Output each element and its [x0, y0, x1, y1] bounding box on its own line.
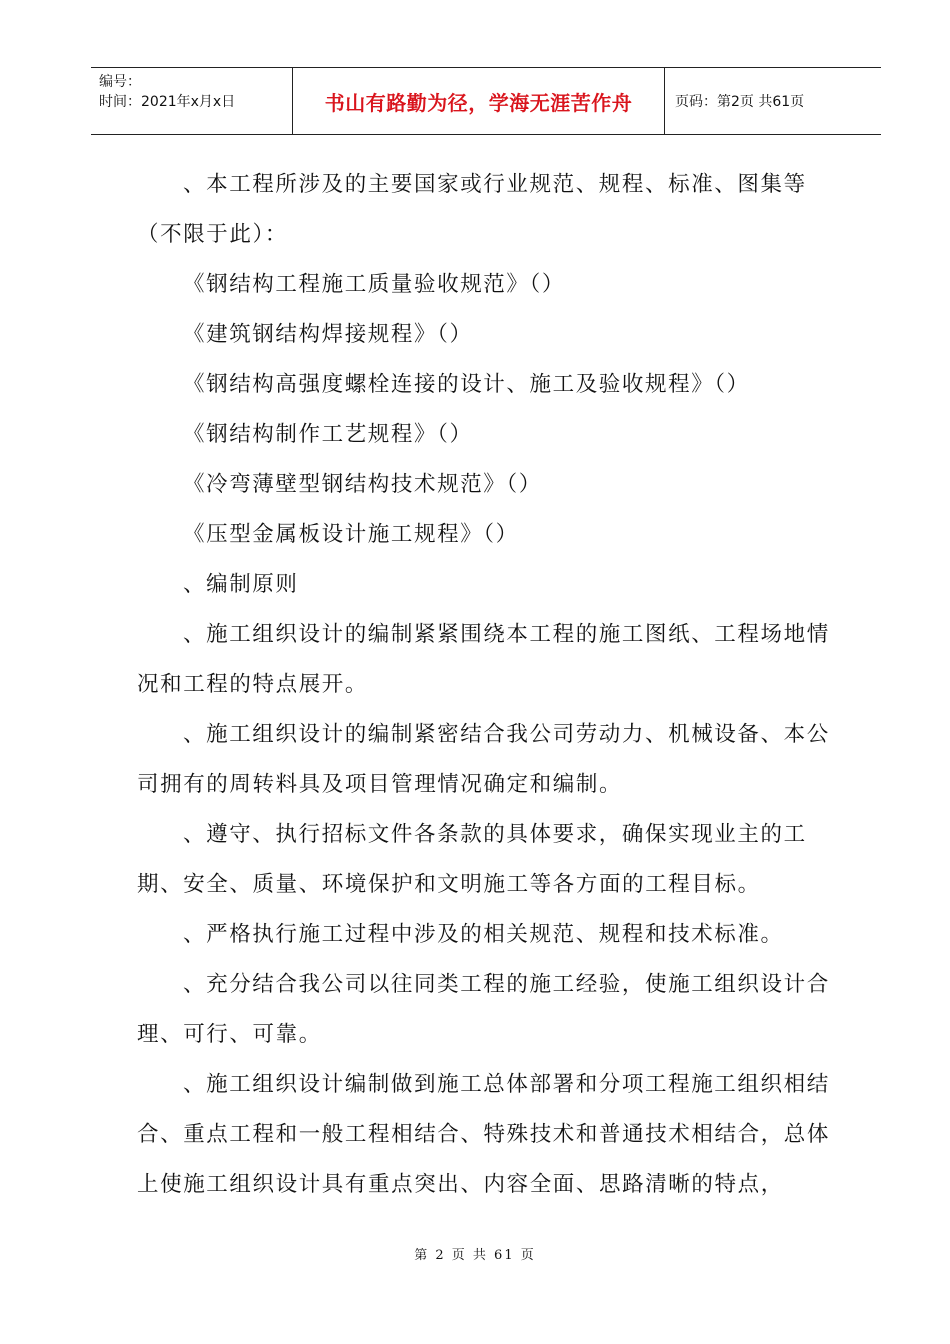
principle-paragraph: 、施工组织设计的编制紧密结合我公司劳动力、机械设备、本公司拥有的周转料具及项目管理情况确定和编制。	[137, 722, 830, 797]
principle-paragraph: 、遵守、执行招标文件各条款的具体要求，确保实现业主的工期、安全、质量、环境保护和文明施工等各方面的工程目标。	[137, 822, 807, 897]
principle-paragraph: 、充分结合我公司以往同类工程的施工经验，使施工组织设计合理、可行、可靠。	[137, 972, 830, 1047]
page-footer: 第 2 页 共 61 页	[414, 1248, 536, 1263]
page-header	[91, 67, 881, 135]
paragraph-standards-intro: 、本工程所涉及的主要国家或行业规范、规程、标准、图集等（不限于此）：	[137, 172, 807, 247]
principle-paragraph: 、施工组织设计的编制紧紧围绕本工程的施工图纸、工程场地情况和工程的特点展开。	[137, 622, 830, 697]
section-heading-principles: 、编制原则	[183, 572, 299, 597]
standard-item: 《钢结构工程施工质量验收规范》（）	[183, 272, 565, 297]
document-body	[137, 160, 837, 1210]
header-motto: 书山有路勤为径，学海无涯苦作舟	[293, 68, 665, 134]
header-meta	[91, 68, 293, 134]
header-page-info: 页码：第2页 共61页	[675, 94, 805, 110]
standard-item: 《压型金属板设计施工规程》（）	[183, 522, 519, 547]
principle-paragraph: 、严格执行施工过程中涉及的相关规范、规程和技术标准。	[183, 922, 784, 947]
standard-item: 《冷弯薄壁型钢结构技术规范》（）	[183, 472, 542, 497]
principle-paragraph: 、施工组织设计编制做到施工总体部署和分项工程施工组织相结合、重点工程和一般工程相结合、特殊技术和普通技术相结合，总体上使施工组织设计具有重点突出、内容全面、思路清晰的特点，	[137, 1072, 831, 1197]
standard-item: 《钢结构制作工艺规程》（）	[183, 422, 473, 447]
standard-item: 《钢结构高强度螺栓连接的设计、施工及验收规程》（）	[183, 372, 750, 397]
standard-item: 《建筑钢结构焊接规程》（）	[183, 322, 473, 347]
document-time-label: 时间：2021年x月x日	[99, 94, 236, 110]
document-number-label: 编号：	[99, 74, 141, 90]
